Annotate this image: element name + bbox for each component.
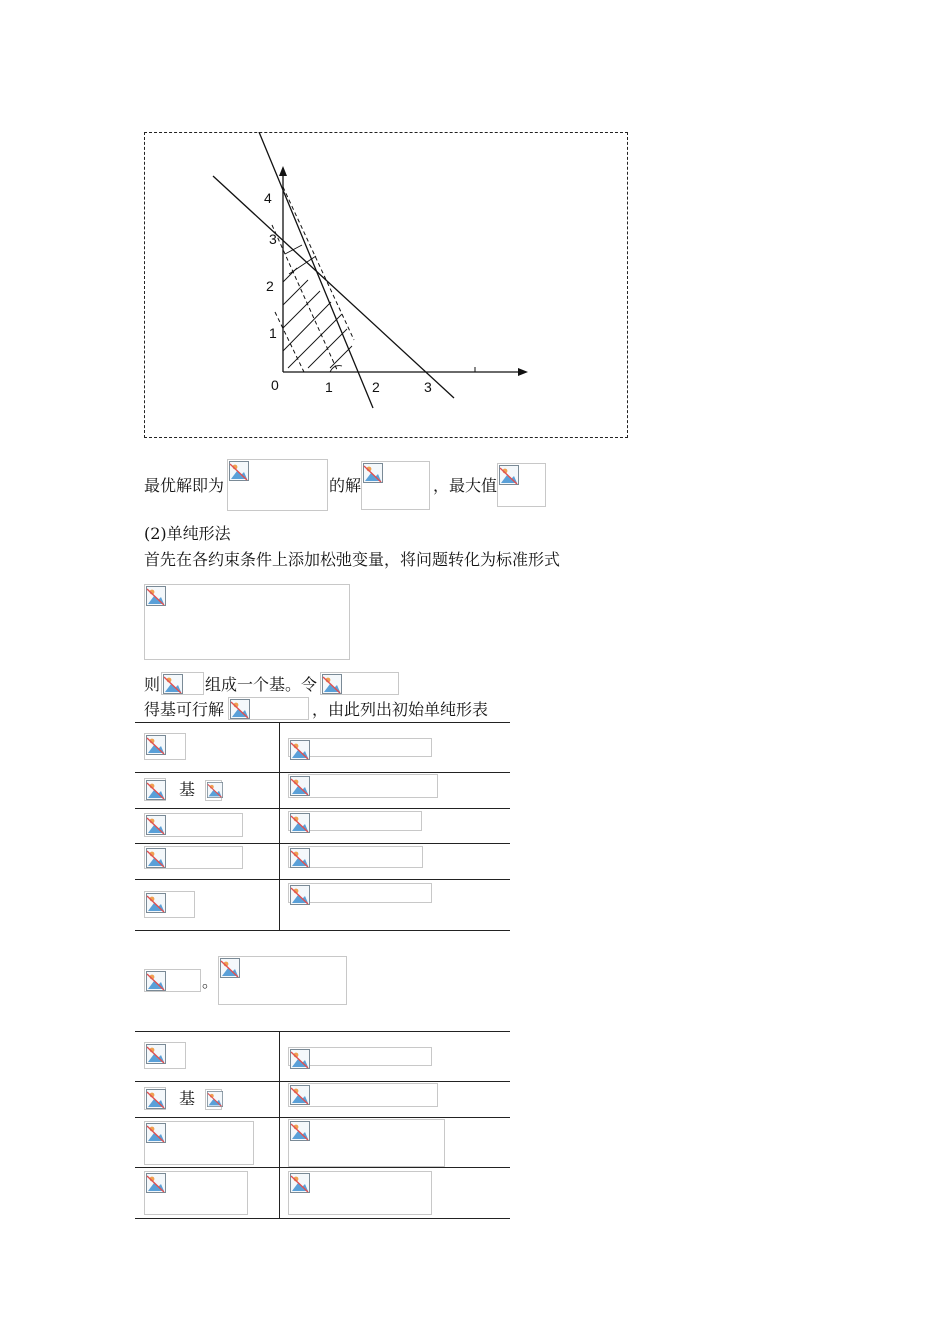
table-cell-image bbox=[288, 1119, 445, 1167]
table-cell-image bbox=[288, 774, 438, 798]
y-axis-arrow-icon bbox=[279, 166, 287, 176]
formula-image bbox=[361, 461, 430, 510]
feasible-region-graph bbox=[144, 132, 628, 438]
formula-image bbox=[227, 459, 328, 511]
x-tick-label-2: 2 bbox=[372, 379, 380, 395]
feasible-prefix-text: 得基可行解 bbox=[144, 700, 225, 719]
optimal-prefix-text: 最优解即为 bbox=[144, 476, 225, 495]
y-tick-label-3: 3 bbox=[269, 231, 277, 247]
table-cell-image bbox=[144, 778, 166, 801]
x-tick-label-1: 1 bbox=[325, 379, 333, 395]
x-axis-arrow-icon bbox=[518, 368, 528, 376]
basis-prefix-text: 则 bbox=[144, 675, 161, 694]
table-cell-image bbox=[288, 846, 423, 868]
table-cell-image bbox=[288, 738, 432, 757]
broken-image-icon bbox=[499, 465, 519, 485]
section-title: (2)单纯形法 bbox=[144, 524, 231, 543]
broken-image-icon bbox=[229, 461, 249, 481]
optimal-suffix-text: ，最大值 bbox=[433, 476, 498, 495]
formula-image bbox=[497, 463, 546, 507]
table-cell-image bbox=[144, 733, 186, 760]
standard-form-image bbox=[144, 584, 350, 660]
x-tick-label-3: 3 bbox=[424, 379, 432, 395]
table-cell-image bbox=[144, 1171, 248, 1215]
formula-image bbox=[320, 672, 399, 695]
y-tick-label-4: 4 bbox=[264, 190, 272, 206]
formula-image bbox=[144, 969, 201, 992]
broken-image-icon bbox=[322, 674, 342, 694]
table-cell-image bbox=[144, 1042, 186, 1069]
y-tick-label-1: 1 bbox=[269, 325, 277, 341]
broken-image-icon bbox=[146, 586, 166, 606]
formula-image bbox=[218, 956, 347, 1005]
y-tick-label-2: 2 bbox=[266, 278, 274, 294]
feasible-suffix-text: ，由此列出初始单纯形表 bbox=[312, 700, 489, 719]
broken-image-icon bbox=[230, 699, 250, 719]
table-cell-image bbox=[144, 1087, 166, 1110]
table-cell-image bbox=[288, 1083, 438, 1107]
broken-image-icon bbox=[220, 958, 240, 978]
basis-mid-text: 组成一个基。令 bbox=[205, 675, 318, 694]
table-cell-image bbox=[288, 883, 432, 903]
table-cell-image bbox=[288, 811, 422, 831]
table-cell-image bbox=[288, 1171, 432, 1215]
formula-image bbox=[161, 672, 204, 695]
table-cell-image bbox=[144, 846, 243, 869]
feasible-region-hatching bbox=[283, 245, 352, 368]
table-cell-image bbox=[144, 813, 243, 837]
broken-image-icon bbox=[363, 463, 383, 483]
broken-image-icon bbox=[163, 674, 183, 694]
table-cell-image bbox=[288, 1047, 432, 1066]
intro-text: 首先在各约束条件上添加松弛变量，将问题转化为标准形式 bbox=[144, 550, 561, 569]
table-cell-image bbox=[144, 891, 195, 918]
table-cell-image bbox=[205, 780, 222, 801]
table-base-label: 基 bbox=[179, 1089, 196, 1108]
formula-image bbox=[228, 697, 309, 720]
table-base-label: 基 bbox=[179, 780, 196, 799]
table-cell-image bbox=[205, 1089, 222, 1110]
period-text: 。 bbox=[202, 972, 219, 991]
broken-image-icon bbox=[146, 971, 166, 991]
table-cell-image bbox=[144, 1121, 254, 1165]
origin-label: 0 bbox=[271, 377, 279, 393]
optimal-mid-text: 的解 bbox=[329, 476, 362, 495]
